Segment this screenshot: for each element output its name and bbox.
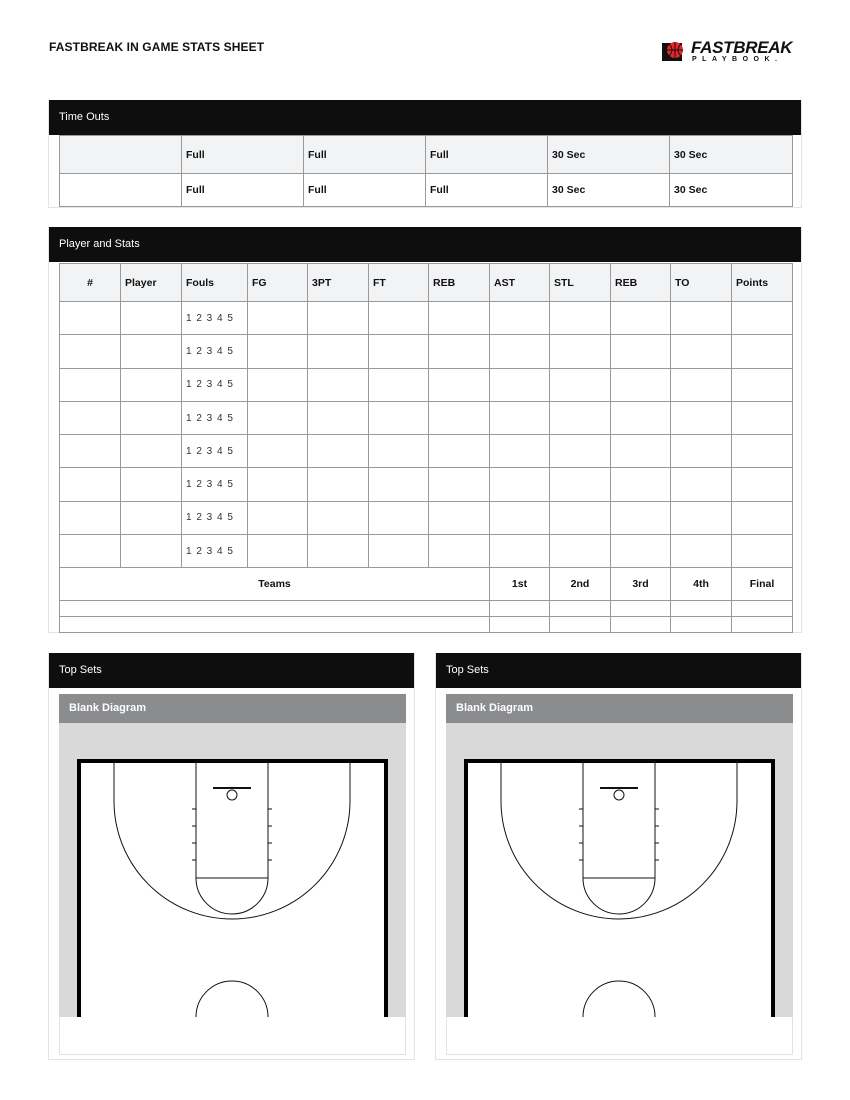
stat-cell[interactable] <box>248 302 308 335</box>
stats-header-row <box>60 264 793 302</box>
player-row <box>60 335 793 368</box>
stat-cell[interactable] <box>60 435 121 468</box>
blank-diagram[interactable] <box>59 694 406 1018</box>
timeout-slot[interactable]: 30 Sec <box>670 174 793 207</box>
stat-cell[interactable] <box>308 501 369 534</box>
stat-cell[interactable] <box>429 501 490 534</box>
timeouts-panel <box>48 100 802 208</box>
player-row <box>60 435 793 468</box>
stat-cell[interactable] <box>369 535 429 568</box>
top-sets-section-title: Top Sets <box>436 653 801 688</box>
quarter-score-cell[interactable] <box>671 617 732 633</box>
stat-cell[interactable] <box>550 401 611 434</box>
stat-cell[interactable] <box>60 401 121 434</box>
stat-cell[interactable] <box>248 535 308 568</box>
foul-marks[interactable]: 1 2 3 4 5 <box>182 435 248 468</box>
quarter-score-cell[interactable] <box>671 601 732 617</box>
timeout-slot[interactable]: 30 Sec <box>548 174 670 207</box>
court-area[interactable] <box>59 723 406 1017</box>
stat-cell[interactable] <box>732 435 793 468</box>
stat-cell[interactable] <box>490 535 550 568</box>
stat-cell[interactable] <box>611 368 671 401</box>
stat-cell[interactable] <box>732 335 793 368</box>
player-row <box>60 302 793 335</box>
foul-marks[interactable]: 1 2 3 4 5 <box>182 368 248 401</box>
player-stats-section-title: Player and Stats <box>49 227 801 262</box>
stat-cell[interactable] <box>671 401 732 434</box>
stat-cell[interactable] <box>671 368 732 401</box>
column-header: Player <box>121 264 182 302</box>
stat-cell[interactable] <box>121 501 182 534</box>
stat-cell[interactable] <box>248 501 308 534</box>
column-header: Points <box>732 264 793 302</box>
foul-marks[interactable]: 1 2 3 4 5 <box>182 535 248 568</box>
stat-cell[interactable] <box>490 335 550 368</box>
quarter-score-cell[interactable] <box>611 617 671 633</box>
stat-cell[interactable] <box>490 401 550 434</box>
court-boundary <box>79 761 386 1017</box>
doc-title: FASTBREAK IN GAME STATS SHEET <box>49 40 265 54</box>
timeout-slot[interactable]: 30 Sec <box>548 136 670 174</box>
timeouts-section-title: Time Outs <box>49 100 801 135</box>
quarter-score-cell[interactable] <box>490 617 550 633</box>
stat-cell[interactable] <box>732 302 793 335</box>
player-row <box>60 501 793 534</box>
stat-cell[interactable] <box>121 468 182 501</box>
player-row <box>60 535 793 568</box>
stat-cell[interactable] <box>369 302 429 335</box>
stat-cell[interactable] <box>308 401 369 434</box>
column-header: REB <box>611 264 671 302</box>
team-name-cell[interactable] <box>60 136 182 174</box>
stat-cell[interactable] <box>611 435 671 468</box>
top-sets-panel-left <box>48 653 415 1060</box>
stat-cell[interactable] <box>308 435 369 468</box>
stat-cell[interactable] <box>60 535 121 568</box>
stat-cell[interactable] <box>248 435 308 468</box>
stat-cell[interactable] <box>308 535 369 568</box>
player-row <box>60 401 793 434</box>
timeout-slot[interactable]: Full <box>426 174 548 207</box>
quarter-score-cell[interactable] <box>550 601 611 617</box>
stat-cell[interactable] <box>60 368 121 401</box>
stat-cell[interactable] <box>550 468 611 501</box>
foul-marks[interactable]: 1 2 3 4 5 <box>182 302 248 335</box>
stat-cell[interactable] <box>611 468 671 501</box>
team-name-cell[interactable] <box>60 617 490 633</box>
quarter-score-cell[interactable] <box>611 601 671 617</box>
quarter-header: 1st <box>490 568 550 601</box>
quarter-header: 2nd <box>550 568 611 601</box>
team-name-cell[interactable] <box>60 601 490 617</box>
column-header: FT <box>369 264 429 302</box>
stat-cell[interactable] <box>611 302 671 335</box>
stat-cell[interactable] <box>369 401 429 434</box>
foul-marks[interactable]: 1 2 3 4 5 <box>182 401 248 434</box>
column-header: AST <box>490 264 550 302</box>
stat-cell[interactable] <box>490 501 550 534</box>
player-row <box>60 468 793 501</box>
top-sets-section-title: Top Sets <box>49 653 414 688</box>
stat-cell[interactable] <box>429 535 490 568</box>
quarter-header: 4th <box>671 568 732 601</box>
stat-cell[interactable] <box>121 435 182 468</box>
player-row <box>60 368 793 401</box>
quarter-score-cell[interactable] <box>550 617 611 633</box>
player-stats-table <box>59 263 793 633</box>
stat-cell[interactable] <box>308 335 369 368</box>
timeout-slot[interactable]: Full <box>182 174 304 207</box>
column-header: Fouls <box>182 264 248 302</box>
stat-cell[interactable] <box>611 335 671 368</box>
stat-cell[interactable] <box>308 468 369 501</box>
teams-score-header <box>60 568 793 601</box>
stat-cell[interactable] <box>121 401 182 434</box>
timeouts-row <box>60 174 793 207</box>
team-name-cell[interactable] <box>60 174 182 207</box>
timeouts-table <box>59 135 793 207</box>
stat-cell[interactable] <box>550 535 611 568</box>
stat-cell[interactable] <box>550 302 611 335</box>
column-header: 3PT <box>308 264 369 302</box>
timeouts-row <box>60 136 793 174</box>
stat-cell[interactable] <box>550 501 611 534</box>
stat-cell[interactable] <box>611 535 671 568</box>
stat-cell[interactable] <box>308 302 369 335</box>
player-stats-panel <box>48 227 802 633</box>
diagram-title: Blank Diagram <box>446 694 793 723</box>
court-area[interactable] <box>446 723 793 1017</box>
team-score-row <box>60 617 793 633</box>
stat-cell[interactable] <box>671 535 732 568</box>
stat-cell[interactable] <box>248 368 308 401</box>
stat-cell[interactable] <box>60 302 121 335</box>
stat-cell[interactable] <box>550 335 611 368</box>
stat-cell[interactable] <box>429 401 490 434</box>
quarter-score-cell[interactable] <box>732 601 793 617</box>
basketball-icon <box>662 40 684 62</box>
stat-cell[interactable] <box>369 368 429 401</box>
stat-cell[interactable] <box>490 302 550 335</box>
quarter-score-cell[interactable] <box>732 617 793 633</box>
quarter-header: Final <box>732 568 793 601</box>
stat-cell[interactable] <box>732 468 793 501</box>
stat-cell[interactable] <box>550 368 611 401</box>
top-sets-panel-right <box>435 653 802 1060</box>
stat-cell[interactable] <box>671 435 732 468</box>
stat-cell[interactable] <box>429 302 490 335</box>
column-header: TO <box>671 264 732 302</box>
stat-cell[interactable] <box>671 501 732 534</box>
stat-cell[interactable] <box>550 435 611 468</box>
court-boundary <box>466 761 773 1017</box>
stat-cell[interactable] <box>490 435 550 468</box>
blank-diagram[interactable] <box>446 694 793 1018</box>
stat-cell[interactable] <box>369 501 429 534</box>
column-header: FG <box>248 264 308 302</box>
diagram-footer <box>446 1017 793 1055</box>
stat-cell[interactable] <box>369 435 429 468</box>
foul-marks[interactable]: 1 2 3 4 5 <box>182 501 248 534</box>
stat-cell[interactable] <box>732 535 793 568</box>
logo-subtitle: PLAYBOOK. <box>692 56 783 63</box>
team-score-row <box>60 601 793 617</box>
quarter-header: 3rd <box>611 568 671 601</box>
stat-cell[interactable] <box>611 401 671 434</box>
stat-cell[interactable] <box>671 468 732 501</box>
stat-cell[interactable] <box>121 335 182 368</box>
timeout-slot[interactable]: Full <box>182 136 304 174</box>
stat-cell[interactable] <box>671 335 732 368</box>
stat-cell[interactable] <box>248 335 308 368</box>
stat-cell[interactable] <box>248 401 308 434</box>
quarter-score-cell[interactable] <box>490 601 550 617</box>
stat-cell[interactable] <box>611 501 671 534</box>
foul-marks[interactable]: 1 2 3 4 5 <box>182 468 248 501</box>
timeout-slot[interactable]: Full <box>304 174 426 207</box>
foul-marks[interactable]: 1 2 3 4 5 <box>182 335 248 368</box>
logo-name: FASTBREAK <box>691 38 793 57</box>
teams-label: Teams <box>60 568 490 601</box>
stat-cell[interactable] <box>429 368 490 401</box>
stat-cell[interactable] <box>60 501 121 534</box>
stat-cell[interactable] <box>308 368 369 401</box>
stat-cell[interactable] <box>248 468 308 501</box>
stat-cell[interactable] <box>121 535 182 568</box>
stat-cell[interactable] <box>60 468 121 501</box>
stat-cell[interactable] <box>369 335 429 368</box>
stat-cell[interactable] <box>671 302 732 335</box>
column-header: REB <box>429 264 490 302</box>
stat-cell[interactable] <box>369 468 429 501</box>
stat-cell[interactable] <box>732 401 793 434</box>
column-header: STL <box>550 264 611 302</box>
stat-cell[interactable] <box>429 468 490 501</box>
stat-cell[interactable] <box>60 335 121 368</box>
stat-cell[interactable] <box>490 468 550 501</box>
column-header: # <box>60 264 121 302</box>
stat-cell[interactable] <box>429 435 490 468</box>
timeout-slot[interactable]: Full <box>304 136 426 174</box>
stat-cell[interactable] <box>429 335 490 368</box>
stat-cell[interactable] <box>490 368 550 401</box>
diagram-footer <box>59 1017 406 1055</box>
timeout-slot[interactable]: Full <box>426 136 548 174</box>
fastbreak-logo <box>660 38 793 68</box>
half-court-diagram <box>446 723 793 1017</box>
stat-cell[interactable] <box>732 368 793 401</box>
stat-cell[interactable] <box>121 302 182 335</box>
diagram-title: Blank Diagram <box>59 694 406 723</box>
stat-cell[interactable] <box>732 501 793 534</box>
half-court-diagram <box>59 723 406 1017</box>
timeout-slot[interactable]: 30 Sec <box>670 136 793 174</box>
stat-cell[interactable] <box>121 368 182 401</box>
